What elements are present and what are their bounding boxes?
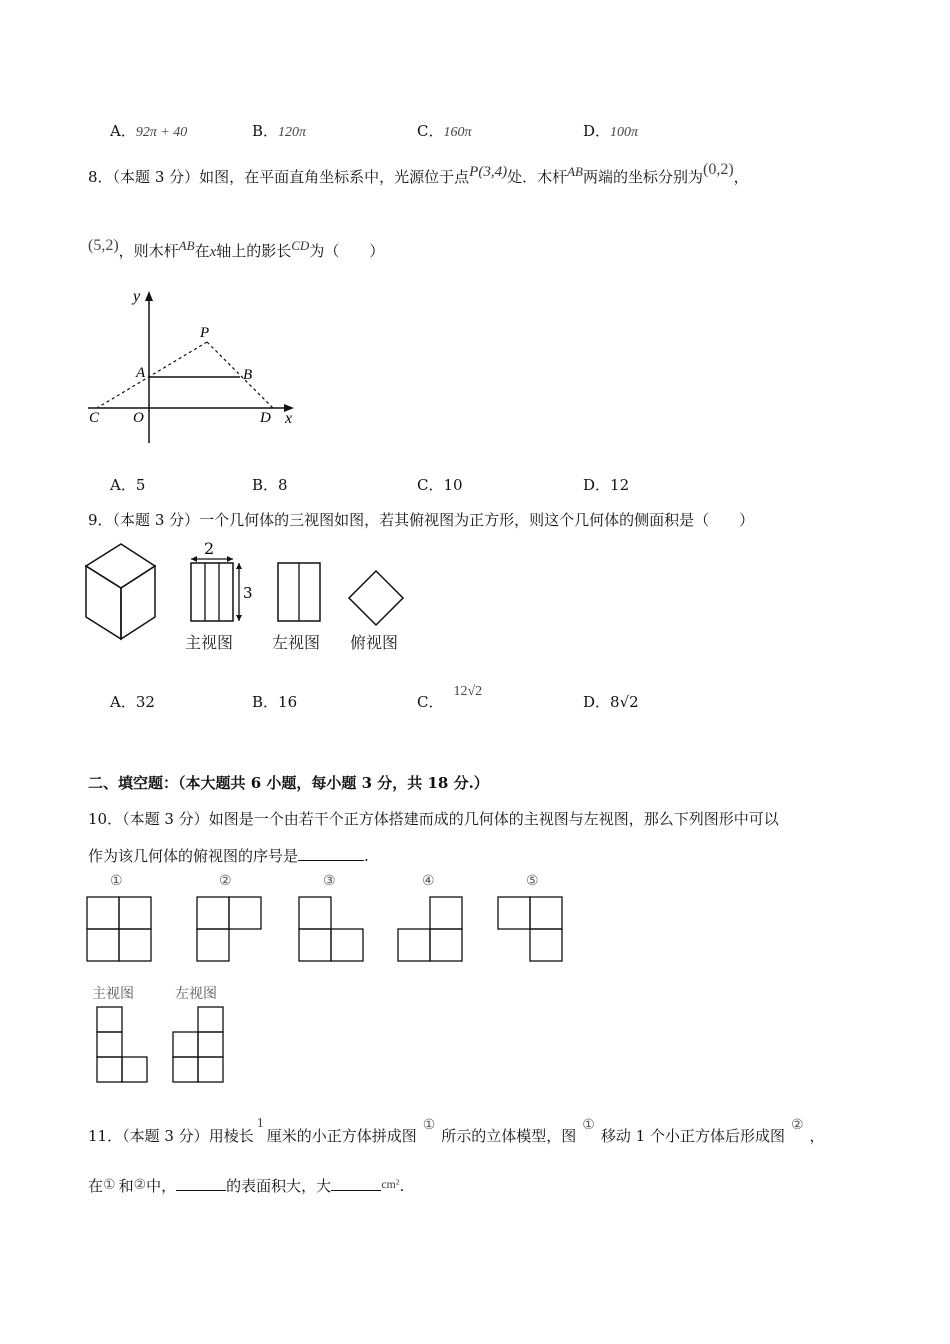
cell — [398, 929, 430, 961]
q8-option-d[interactable]: D．12 — [583, 476, 630, 494]
cell — [119, 929, 151, 961]
y-axis-arrow — [145, 291, 153, 301]
q9-left-view — [277, 562, 327, 627]
cell — [229, 897, 261, 929]
cell — [299, 929, 331, 961]
dim-arrow-right — [227, 556, 233, 562]
label-c: C — [89, 410, 100, 426]
q10-left-view-label: 左视图 — [175, 986, 217, 1002]
q9-solid-figure — [85, 542, 165, 642]
cell — [198, 1007, 223, 1032]
cell — [97, 1032, 122, 1057]
q11-stem-line2: 在① 和②中， 的表面积大，大 $^{cm^2}$. — [88, 1177, 405, 1195]
cell — [173, 1057, 198, 1082]
q9-stem: 9．（本题 3 分）一个几何体的三视图如图，若其俯视图为正方形，则这个几何体的侧面积是（ ） — [88, 511, 755, 529]
q10-left-view — [172, 1006, 232, 1091]
dim-width-label: 2 — [204, 539, 215, 558]
cell — [122, 1057, 147, 1082]
q10-label-1: ① — [110, 873, 123, 889]
dim-height-label: 3 — [243, 584, 253, 602]
q7-option-d[interactable]: D．100π — [583, 122, 639, 140]
q9-option-a[interactable]: A．32 — [110, 693, 155, 711]
solid-top-face — [86, 544, 155, 588]
label-x: x — [285, 410, 293, 427]
cell — [331, 929, 363, 961]
q9-option-b[interactable]: B．16 — [252, 693, 298, 711]
q10-stem-line1: 10．（本题 3 分）如图是一个由若干个正方体搭建而成的几何体的主视图与左视图，那么下列图形中可以 — [88, 810, 779, 828]
q8-coordinate-figure — [80, 285, 320, 445]
cell — [197, 929, 229, 961]
label-a: A — [136, 365, 146, 381]
q8-stem-line1: 8．（本题 3 分）如图，在平面直角坐标系中，光源位于点P(3,4)处．木杆AB两端的坐标分别为(0,2)， — [88, 161, 749, 186]
cell — [197, 897, 229, 929]
q9-view-label-left: 左视图 — [272, 633, 321, 652]
cell — [87, 929, 119, 961]
q10-front-view — [96, 1006, 156, 1091]
label-p: P — [200, 325, 210, 341]
top-view-diamond — [349, 571, 403, 625]
q10-figure-3 — [298, 896, 368, 966]
q9-view-label-front: 主视图 — [185, 633, 234, 652]
dim-arrow-bottom — [236, 615, 242, 621]
ray-pc — [97, 342, 207, 408]
q8-option-c[interactable]: C．10 — [417, 476, 463, 494]
q7-option-c[interactable]: C．160π — [417, 122, 472, 140]
q9-view-label-top: 俯视图 — [350, 633, 399, 652]
q10-front-view-label: 主视图 — [92, 986, 134, 1002]
q11-stem-line1: 11．（本题 3 分）用棱长1厘米的小正方体拼成图①所示的立体模型，图①移动 1 个小正方体后形成图②， — [88, 1116, 825, 1145]
cell — [530, 897, 562, 929]
q7-option-b[interactable]: B．120π — [252, 122, 307, 140]
label-o: O — [133, 410, 144, 426]
cell — [430, 929, 462, 961]
q7-option-a[interactable]: A．92π + 40 — [110, 122, 188, 140]
q10-label-5: ⑤ — [526, 873, 539, 889]
q9-option-d[interactable]: D．8√2 — [583, 693, 639, 711]
cell — [198, 1057, 223, 1082]
section-heading: 二、填空题：（本大题共 6 小题，每小题 3 分，共 18 分.） — [88, 774, 489, 792]
cell — [173, 1032, 198, 1057]
cell — [498, 897, 530, 929]
front-view-rect — [191, 563, 233, 621]
q9-top-view — [348, 570, 408, 630]
q11-answer-blank-1[interactable] — [176, 1176, 226, 1191]
q10-label-2: ② — [219, 873, 232, 889]
q10-figure-4 — [397, 896, 467, 966]
q8-stem-line2: (5,2)，则木杆AB在x轴上的影长CD为（ ） — [88, 237, 385, 260]
dim-arrow-top — [236, 563, 242, 569]
solid-right-face — [121, 566, 155, 639]
label-y: y — [133, 288, 141, 305]
label-b: B — [243, 367, 253, 383]
q8-option-b[interactable]: B．8 — [252, 476, 288, 494]
q10-label-3: ③ — [323, 873, 336, 889]
label-d: D — [260, 410, 271, 426]
q11-answer-blank-2[interactable] — [331, 1176, 381, 1191]
q10-label-4: ④ — [422, 873, 435, 889]
q10-figure-1 — [86, 896, 156, 966]
cell — [198, 1032, 223, 1057]
q10-figure-2 — [196, 896, 266, 966]
q9-front-view — [183, 537, 253, 622]
cell — [530, 929, 562, 961]
q8-option-a[interactable]: A．5 — [110, 476, 146, 494]
q9-option-c[interactable]: C．12√2 — [417, 684, 483, 711]
cell — [430, 897, 462, 929]
q10-figure-5 — [497, 896, 567, 966]
solid-left-face — [86, 566, 121, 639]
cell — [87, 897, 119, 929]
ray-pd — [207, 342, 273, 408]
cell — [299, 897, 331, 929]
dim-arrow-left — [191, 556, 197, 562]
cell — [97, 1057, 122, 1082]
cell — [97, 1007, 122, 1032]
cell — [119, 897, 151, 929]
q10-stem-line2: 作为该几何体的俯视图的序号是 . — [88, 847, 369, 865]
q10-answer-blank[interactable] — [298, 846, 364, 861]
